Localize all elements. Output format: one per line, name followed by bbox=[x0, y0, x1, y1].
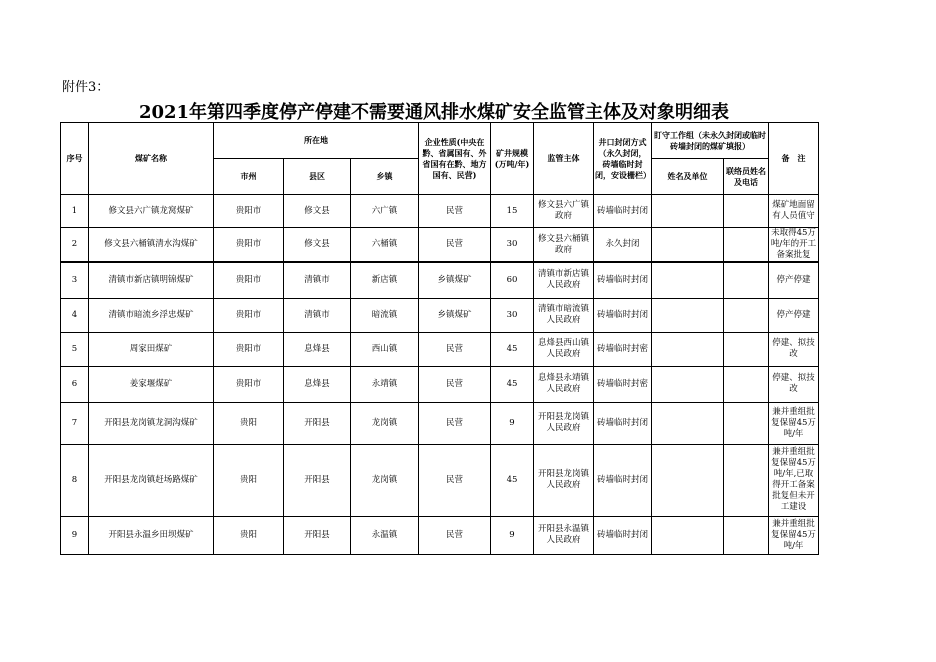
row-mine-name: 开阳县永温乡田坝煤矿 bbox=[89, 516, 214, 554]
row-capacity: 45 bbox=[491, 444, 534, 516]
row-seq: 4 bbox=[61, 298, 89, 332]
row-nature: 民营 bbox=[419, 332, 491, 366]
row-seq: 2 bbox=[61, 228, 89, 263]
header-closure: 井口封闭方式（永久封闭，砖墙临时封闭，安设栅栏） bbox=[594, 123, 652, 195]
row-capacity: 45 bbox=[491, 366, 534, 402]
row-member bbox=[652, 228, 724, 263]
row-capacity: 45 bbox=[491, 332, 534, 366]
row-closure: 砖墙临时封闭 bbox=[594, 262, 652, 298]
row-nature: 乡镇煤矿 bbox=[419, 298, 491, 332]
row-supervisor: 息烽县永靖镇人民政府 bbox=[534, 366, 594, 402]
row-nature: 民营 bbox=[419, 228, 491, 263]
mine-table bbox=[60, 122, 819, 555]
row-remarks: 兼并重组批复保留45万吨/年 bbox=[769, 402, 819, 444]
row-town: 龙岗镇 bbox=[351, 402, 419, 444]
row-town: 六桶镇 bbox=[351, 228, 419, 263]
header-member: 姓名及单位 bbox=[652, 159, 724, 195]
row-city: 贵阳市 bbox=[214, 298, 284, 332]
row-member bbox=[652, 516, 724, 554]
row-mine-name: 姜家堰煤矿 bbox=[89, 366, 214, 402]
row-city: 贵阳 bbox=[214, 444, 284, 516]
row-city: 贵阳市 bbox=[214, 262, 284, 298]
row-city: 贵阳市 bbox=[214, 228, 284, 263]
row-supervisor: 息烽县西山镇人民政府 bbox=[534, 332, 594, 366]
row-supervisor: 修文县六广镇政府 bbox=[534, 195, 594, 228]
row-seq: 5 bbox=[61, 332, 89, 366]
table-row bbox=[61, 366, 819, 402]
row-remarks: 停产停建 bbox=[769, 298, 819, 332]
row-capacity: 30 bbox=[491, 298, 534, 332]
row-remarks: 兼并重组批复保留45万吨/年 bbox=[769, 516, 819, 554]
row-county: 开阳县 bbox=[284, 516, 351, 554]
row-city: 贵阳市 bbox=[214, 332, 284, 366]
header-contact: 联络员姓名及电话 bbox=[724, 159, 769, 195]
header-nature: 企业性质(中央在黔、省属国有、外省国有在黔、地方国有、民营) bbox=[419, 123, 491, 195]
row-town: 新店镇 bbox=[351, 262, 419, 298]
row-member bbox=[652, 402, 724, 444]
row-remarks: 停建、拟技改 bbox=[769, 366, 819, 402]
row-seq: 7 bbox=[61, 402, 89, 444]
row-mine-name: 修文县六桶镇清水沟煤矿 bbox=[89, 228, 214, 263]
row-closure: 砖墙临时封闭 bbox=[594, 402, 652, 444]
row-nature: 民营 bbox=[419, 366, 491, 402]
row-closure: 砖墙临时封闭 bbox=[594, 195, 652, 228]
header-location: 所在地 bbox=[214, 123, 419, 159]
row-contact bbox=[724, 444, 769, 516]
row-seq: 6 bbox=[61, 366, 89, 402]
header-town: 乡镇 bbox=[351, 159, 419, 195]
row-town: 六广镇 bbox=[351, 195, 419, 228]
row-nature: 乡镇煤矿 bbox=[419, 262, 491, 298]
attachment-label: 附件3： bbox=[62, 80, 110, 95]
row-member bbox=[652, 195, 724, 228]
row-mine-name: 清镇市暗流乡浮忠煤矿 bbox=[89, 298, 214, 332]
row-town: 永靖镇 bbox=[351, 366, 419, 402]
row-town: 西山镇 bbox=[351, 332, 419, 366]
row-town: 永温镇 bbox=[351, 516, 419, 554]
table-row bbox=[61, 402, 819, 444]
row-supervisor: 开阳县龙岗镇人民政府 bbox=[534, 444, 594, 516]
row-contact bbox=[724, 402, 769, 444]
header-remarks: 备 注 bbox=[769, 123, 819, 195]
row-capacity: 9 bbox=[491, 516, 534, 554]
row-mine-name: 开阳县龙岗镇龙洞沟煤矿 bbox=[89, 402, 214, 444]
row-capacity: 60 bbox=[491, 262, 534, 298]
table-row bbox=[61, 516, 819, 554]
row-county: 息烽县 bbox=[284, 332, 351, 366]
header-county: 县区 bbox=[284, 159, 351, 195]
row-closure: 砖墙临时封闭 bbox=[594, 298, 652, 332]
row-mine-name: 修文县六广镇龙窝煤矿 bbox=[89, 195, 214, 228]
row-member bbox=[652, 298, 724, 332]
row-remarks: 停产停建 bbox=[769, 262, 819, 298]
header-mine-name: 煤矿名称 bbox=[89, 123, 214, 195]
row-supervisor: 清镇市暗流镇人民政府 bbox=[534, 298, 594, 332]
row-city: 贵阳市 bbox=[214, 366, 284, 402]
header-seq: 序号 bbox=[61, 123, 89, 195]
row-town: 龙岗镇 bbox=[351, 444, 419, 516]
row-county: 清镇市 bbox=[284, 298, 351, 332]
header-supervisor: 监管主体 bbox=[534, 123, 594, 195]
row-member bbox=[652, 444, 724, 516]
row-member bbox=[652, 332, 724, 366]
header-city: 市州 bbox=[214, 159, 284, 195]
table-row bbox=[61, 444, 819, 516]
row-county: 息烽县 bbox=[284, 366, 351, 402]
row-city: 贵阳 bbox=[214, 516, 284, 554]
row-seq: 1 bbox=[61, 195, 89, 228]
row-contact bbox=[724, 262, 769, 298]
row-contact bbox=[724, 366, 769, 402]
row-town: 暗流镇 bbox=[351, 298, 419, 332]
row-nature: 民营 bbox=[419, 402, 491, 444]
row-county: 开阳县 bbox=[284, 444, 351, 516]
table-row bbox=[61, 298, 819, 332]
row-county: 开阳县 bbox=[284, 402, 351, 444]
row-closure: 砖墙临时封密 bbox=[594, 332, 652, 366]
document-title: 2021年第四季度停产停建不需要通风排水煤矿安全监管主体及对象明细表 bbox=[138, 102, 730, 123]
row-seq: 8 bbox=[61, 444, 89, 516]
row-supervisor: 开阳县龙岗镇人民政府 bbox=[534, 402, 594, 444]
row-supervisor: 开阳县永温镇人民政府 bbox=[534, 516, 594, 554]
row-nature: 民营 bbox=[419, 444, 491, 516]
row-seq: 3 bbox=[61, 262, 89, 298]
row-closure: 砖墙临时封密 bbox=[594, 366, 652, 402]
header-capacity: 矿井规模(万吨/年) bbox=[491, 123, 534, 195]
row-remarks: 停建、拟技改 bbox=[769, 332, 819, 366]
row-capacity: 9 bbox=[491, 402, 534, 444]
row-contact bbox=[724, 298, 769, 332]
row-mine-name: 开阳县龙岗镇赶场路煤矿 bbox=[89, 444, 214, 516]
row-capacity: 15 bbox=[491, 195, 534, 228]
table-row bbox=[61, 228, 819, 263]
row-contact bbox=[724, 228, 769, 263]
table-row bbox=[61, 332, 819, 366]
row-supervisor: 修文县六桶镇政府 bbox=[534, 228, 594, 263]
row-county: 修文县 bbox=[284, 228, 351, 263]
row-closure: 砖墙临时封闭 bbox=[594, 516, 652, 554]
row-remarks: 兼并重组批复保留45万吨/年,已取得开工备案批复但未开工建设 bbox=[769, 444, 819, 516]
row-nature: 民营 bbox=[419, 516, 491, 554]
row-supervisor: 清镇市新店镇人民政府 bbox=[534, 262, 594, 298]
row-closure: 永久封闭 bbox=[594, 228, 652, 263]
row-county: 清镇市 bbox=[284, 262, 351, 298]
row-contact bbox=[724, 516, 769, 554]
row-contact bbox=[724, 332, 769, 366]
row-seq: 9 bbox=[61, 516, 89, 554]
row-mine-name: 清镇市新店镇明锦煤矿 bbox=[89, 262, 214, 298]
header-workgroup: 盯守工作组（未永久封闭或临时砖墙封闭的煤矿填报） bbox=[652, 123, 769, 159]
row-mine-name: 周家田煤矿 bbox=[89, 332, 214, 366]
table-row bbox=[61, 195, 819, 228]
row-closure: 砖墙临时封闭 bbox=[594, 444, 652, 516]
row-member bbox=[652, 366, 724, 402]
row-county: 修文县 bbox=[284, 195, 351, 228]
row-city: 贵阳 bbox=[214, 402, 284, 444]
row-nature: 民营 bbox=[419, 195, 491, 228]
row-member bbox=[652, 262, 724, 298]
table-row bbox=[61, 262, 819, 298]
row-city: 贵阳市 bbox=[214, 195, 284, 228]
row-capacity: 30 bbox=[491, 228, 534, 263]
row-remarks: 煤矿地面留有人员值守 bbox=[769, 195, 819, 228]
row-remarks: 未取得45万吨/年的开工备案批复 bbox=[769, 228, 819, 263]
row-contact bbox=[724, 195, 769, 228]
